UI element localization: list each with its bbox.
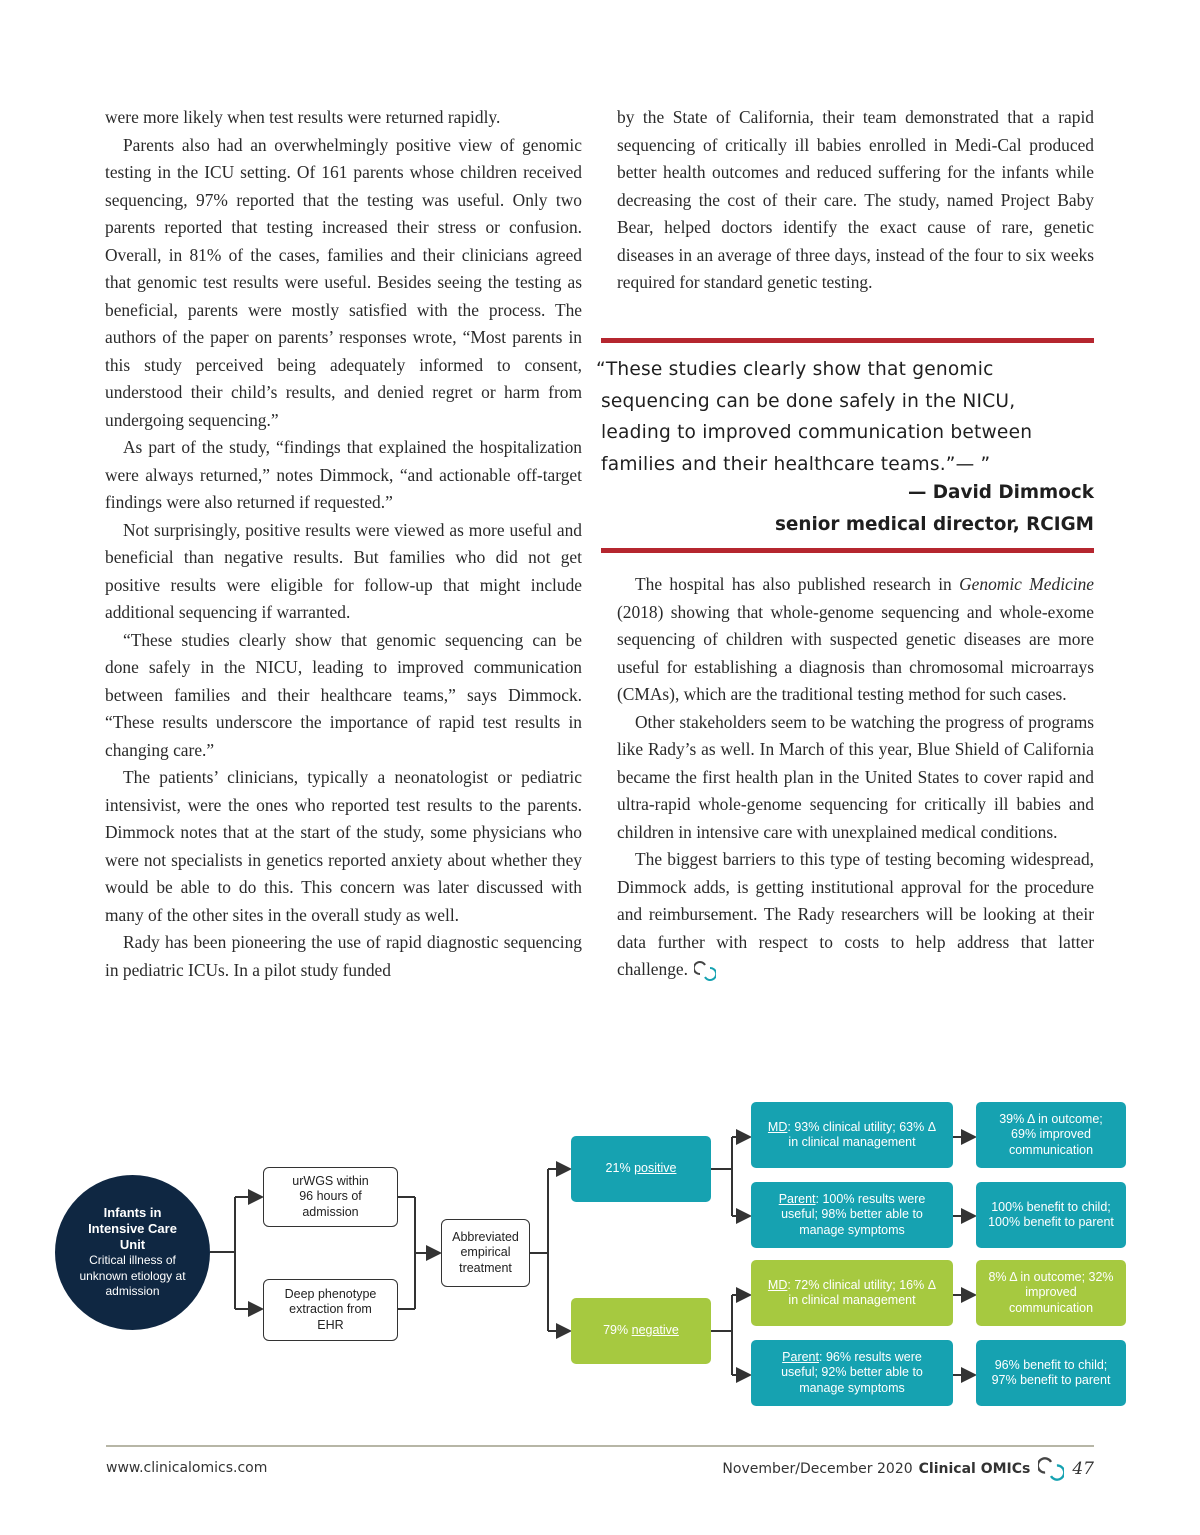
body-paragraph: “These studies clearly show that genomic sequencing can be done safely in the NICU, leading to improved communication between families and their healthcare teams,” says Dimmock. “These results underscore the importance of rapid test results in changing care.” xyxy=(105,629,582,760)
right-column-bottom xyxy=(617,571,1094,984)
body-paragraph: were more likely when test results were returned rapidly. xyxy=(105,107,501,127)
footer-issue: November/December 2020 xyxy=(722,1461,913,1477)
positive-parent-box xyxy=(751,1182,953,1248)
body-paragraph: Other stakeholders seem to be watching the progress of programs like Rady’s as well. In March of this year, Blue Shield of California became the first health plan in the United States to cover rapid and ultra-rapid whole-genome sequencing for critically ill babies and children in intensive care with unexplained medical conditions. xyxy=(617,711,1094,842)
positive-md-box xyxy=(751,1102,953,1168)
outcome-text: 8% Δ in outcome; 32% improved communication xyxy=(988,1269,1114,1315)
journal-title: Genomic Medicine xyxy=(959,574,1094,594)
positive-text: positive xyxy=(634,1161,677,1176)
pull-quote-line: families and their healthcare teams.”— ” xyxy=(601,453,991,475)
body-paragraph: Not surprisingly, positive results were viewed as more useful and beneficial than negative results. But families who did not get positive results were eligible for follow-up that might include additional sequencing if warranted. xyxy=(105,519,582,622)
outcome-box-2 xyxy=(976,1182,1126,1248)
pull-quote-line: leading to improved communication between xyxy=(601,422,1033,443)
body-paragraph xyxy=(617,571,1094,709)
study-flow-diagram xyxy=(50,1095,1140,1425)
negative-percent: 79% xyxy=(603,1323,629,1338)
footer-brand: Clinical OMICs xyxy=(918,1461,1031,1477)
negative-text: negative xyxy=(631,1323,679,1338)
urwgs-box xyxy=(263,1167,398,1227)
negative-result-label xyxy=(603,1323,679,1339)
negative-parent-box xyxy=(751,1340,953,1406)
body-paragraph: by the State of California, their team demonstrated that a rapid sequencing of critically ill babies enrolled in Medi-Cal produced better health outcomes and reduced suffering for the infants while decreasing the cost of their care. The study, named Project Baby Bear, helped doctors identify the exact cause of rare, genetic diseases in an average of three days, instead of the four to six weeks required for standard genetic testing. xyxy=(617,107,1094,292)
parent-detail: : 100% results were useful; 98% better able to manage symptoms xyxy=(781,1191,926,1237)
footer-issue-info xyxy=(722,1456,1094,1482)
body-paragraph: Rady has been pioneering the use of rapid diagnostic sequencing in pediatric ICUs. In a pilot study funded xyxy=(105,932,582,980)
md-detail: : 93% clinical utility; 63% Δ in clinical management xyxy=(787,1119,937,1149)
circle-title: Infants in Intensive Care Unit xyxy=(88,1205,177,1253)
pull-quote-author: — David Dimmock xyxy=(908,482,1094,503)
clinical-omics-logo-icon xyxy=(694,960,716,982)
md-label: MD xyxy=(767,1277,788,1292)
md-detail: : 72% clinical utility; 16% Δ in clinical management xyxy=(787,1277,937,1307)
outcome-box-1 xyxy=(976,1102,1126,1168)
circle-subtitle: Critical illness of unknown etiology at admission xyxy=(79,1253,186,1299)
paragraph-text: (2018) showing that whole-genome sequencing and whole-exome sequencing of children with suspected genetic diseases are more useful for establishing a diagnosis than chromosomal microarrays (CMAs), which are the traditional testing method for such cases. xyxy=(617,601,1094,704)
positive-result-label xyxy=(606,1161,677,1177)
footer-url[interactable]: www.clinicalomics.com xyxy=(106,1460,268,1476)
body-paragraph: Parents also had an overwhelmingly positive view of genomic testing in the ICU setting. Of 161 parents whose children received sequencing, 97% reported that the testing was useful. Only two parents reported that testing increased their stress or confusion. Overall, in 81% of the cases, families and their clinicians agreed that genomic test results were useful. Besides seeing the testing as beneficial, parents were mostly satisfied with the process. The authors of the paper on parents’ responses wrote, “Most parents in this study perceived being adequately informed to consent, understood their child’s results, and denied regret or harm from undergoing sequencing.” xyxy=(105,134,582,430)
outcome-text: 100% benefit to child; 100% benefit to parent xyxy=(988,1199,1114,1229)
phenotype-text: Deep phenotype extraction from EHR xyxy=(284,1286,377,1332)
pull-quote-top-rule xyxy=(601,338,1094,343)
paragraph-text: The biggest barriers to this type of testing becoming widespread, Dimmock adds, is getting institutional approval for the procedure and reimbursement. The Rady researchers will be looking at their data further with respect to costs to help address that latter challenge. xyxy=(617,849,1094,979)
positive-percent: 21% xyxy=(605,1161,631,1176)
outcome-text: 96% benefit to child; 97% benefit to parent xyxy=(991,1357,1111,1387)
positive-parent-text xyxy=(765,1192,939,1239)
negative-result-box xyxy=(571,1298,711,1364)
md-label: MD xyxy=(767,1119,788,1134)
body-paragraph: As part of the study, “findings that explained the hospitalization were always returned,” notes Dimmock, “and actionable off-target findings were also returned if requested.” xyxy=(105,437,582,512)
abbreviated-treatment-box xyxy=(441,1219,530,1287)
negative-md-text xyxy=(765,1278,939,1309)
body-paragraph xyxy=(617,846,1094,984)
page-number: 47 xyxy=(1072,1459,1094,1479)
pull-quote xyxy=(596,354,1066,480)
outcome-box-3 xyxy=(976,1260,1126,1326)
parent-label: Parent xyxy=(778,1191,816,1206)
positive-md-text xyxy=(765,1120,939,1151)
pull-quote-line: sequencing can be done safely in the NICU, xyxy=(601,390,1016,412)
abbreviated-treatment-text: Abbreviated empirical treatment xyxy=(452,1229,519,1275)
positive-result-box xyxy=(571,1136,711,1202)
clinical-omics-logo-icon xyxy=(1038,1456,1064,1482)
body-paragraph: The patients’ clinicians, typically a neonatologist or pediatric intensivist, were the ones who reported test results to the parents. Dimmock notes that at the start of the study, some physicians who were not specialists in genetics reported anxiety about whether they would be able to do this. This concern was later discussed with many of the other sites in the overall study as well. xyxy=(105,767,582,925)
paragraph-text: The hospital has also published research in xyxy=(635,574,960,594)
footer-rule xyxy=(106,1445,1094,1447)
outcome-text: 39% Δ in outcome; 69% improved communication xyxy=(999,1111,1103,1157)
right-column-top xyxy=(617,104,1094,297)
infants-icu-circle xyxy=(55,1175,210,1330)
negative-md-box xyxy=(751,1260,953,1326)
phenotype-box xyxy=(263,1279,398,1341)
pull-quote-line: “These studies clearly show that genomic xyxy=(596,359,994,380)
left-column xyxy=(105,104,582,984)
urwgs-text: urWGS within 96 hours of admission xyxy=(292,1173,369,1219)
negative-parent-text xyxy=(765,1350,939,1397)
outcome-box-4 xyxy=(976,1340,1126,1406)
pull-quote-bottom-rule xyxy=(601,548,1094,553)
pull-quote-author-title: senior medical director, RCIGM xyxy=(774,514,1094,535)
parent-detail: : 96% results were useful; 92% better able to manage symptoms xyxy=(781,1349,923,1395)
parent-label: Parent xyxy=(782,1349,819,1364)
